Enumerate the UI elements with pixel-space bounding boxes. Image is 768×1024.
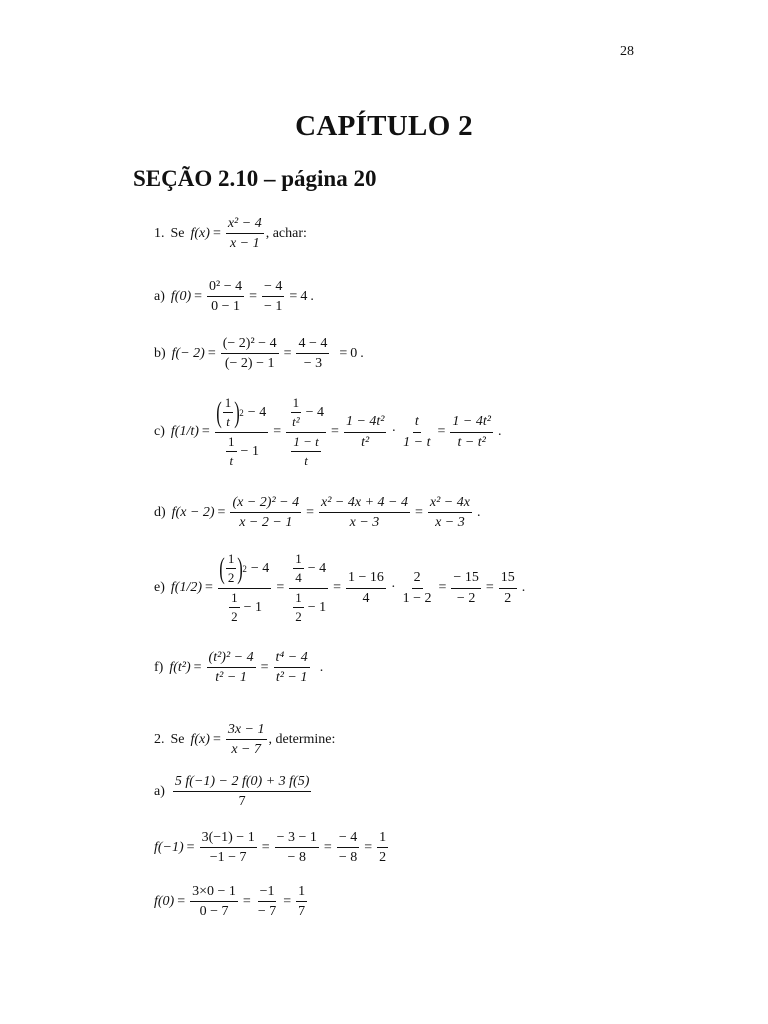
end-mark: . <box>521 580 526 596</box>
denominator: 2 <box>231 608 238 624</box>
calc-f-0: f(0) = $\frac{3\times 0 - 1}{0 - 7}$ = $\frac{-1}{- 7}$ = $\frac{1}{7}$ <box>154 884 306 920</box>
end-mark: . <box>497 424 502 440</box>
denominator: 7 <box>238 794 246 810</box>
fraction <box>275 830 319 866</box>
denominator: t − t² <box>457 434 486 450</box>
function-name: f(x) <box>190 731 210 747</box>
numerator: 0² − 4 <box>207 279 244 297</box>
lhs: f(1/2) <box>170 580 202 596</box>
term: − 4 <box>247 405 267 421</box>
denominator: x − 7 <box>231 742 262 758</box>
fraction <box>274 650 310 686</box>
denominator: − 8 <box>287 850 306 866</box>
denominator: t² − 1 <box>215 670 247 686</box>
numerator: x² − 4x <box>428 495 472 513</box>
fraction <box>401 414 432 450</box>
denominator: t² <box>292 414 300 430</box>
numerator: 1 <box>377 830 388 848</box>
denominator: 2 <box>504 590 512 606</box>
end-mark: . <box>319 659 324 675</box>
fraction <box>428 495 472 531</box>
denominator: 1 − 2 <box>402 590 432 606</box>
fraction <box>256 884 278 920</box>
fraction <box>499 570 517 606</box>
denominator: 4 <box>295 570 302 586</box>
chapter-title: CAPÍTULO 2 <box>295 110 473 142</box>
numerator: 1 <box>226 435 237 452</box>
intro-tail: , achar: <box>265 225 307 241</box>
numerator: 1 − 16 <box>346 570 386 588</box>
fraction <box>451 570 480 606</box>
fraction <box>200 830 257 866</box>
denominator: 2 <box>379 850 387 866</box>
item-1c: c) f(1/t) = ( $\frac{1}{t}$ ) 2 − 4 $\frac{1}{t}$ − 1 = $\frac{1}{\text{t²}}$ − 4 $\frac{1 - t}{t}$ = $\frac{\text{1 − 4t²}}{\text{t²}}$ · $\frac{t}{1 - t}$ = $\frac{\text{1 − 4t²}}{\text{t − t²}}$ . <box>154 395 502 468</box>
function-name: f(x) <box>190 225 210 241</box>
item-1e: e) f(1/2) = ( $\frac{1}{2}$ ) 2 − 4 $\frac{1}{2}$ − 1 = $\frac{1}{4}$ − 4 $\frac{1}{2}$ − 1 = $\frac{1 - 16}{4}$ · $\frac{2}{1 - 2}$ = $\frac{- 15}{- 2}$ = $\frac{15}{2}$ . <box>154 551 526 624</box>
denominator: − 3 <box>303 356 323 372</box>
numerator: t <box>413 414 421 432</box>
end-mark: . <box>476 504 481 520</box>
question-1-intro: 1. Se f(x) = $\frac{\text{x² − 4}}{x - 1}$ , achar: <box>154 216 307 252</box>
compound-fraction: ( $\frac{1}{t}$ ) 2 − 4 $\frac{1}{t}$ − 1 <box>216 395 267 468</box>
fraction <box>221 336 279 372</box>
numerator: 3(−1) − 1 <box>200 830 257 848</box>
fraction <box>173 774 311 810</box>
item-1b: b) f(− 2) = $\frac{\text{(− 2)² − 4}}{(- 2) - 1}$ = $\frac{4 - 4}{- 3}$ = 0 . <box>154 336 364 372</box>
denominator: t <box>304 452 308 468</box>
fraction <box>207 650 256 686</box>
definition-fraction <box>226 216 264 252</box>
intro-tail: , determine: <box>268 731 336 747</box>
numerator: 2 <box>412 570 423 588</box>
item-label: d) <box>154 504 166 520</box>
fraction <box>296 884 307 920</box>
item-2a <box>154 774 313 810</box>
denominator: x − 1 <box>229 236 260 252</box>
numerator: (− 2)² − 4 <box>221 336 279 354</box>
denominator: 4 <box>362 590 370 606</box>
numerator: 15 <box>499 570 517 588</box>
denominator: 2 <box>227 570 235 586</box>
item-label: f) <box>154 659 164 675</box>
fraction <box>296 336 329 372</box>
page-number: 28 <box>620 44 634 59</box>
numerator: 4 − 4 <box>296 336 329 354</box>
definition-fraction <box>226 722 267 758</box>
denominator: −1 − 7 <box>209 850 247 866</box>
item-label: a) <box>154 783 165 799</box>
numerator: 1 <box>296 884 307 902</box>
numerator: − 15 <box>451 570 480 588</box>
item-label: e) <box>154 580 165 596</box>
item-1a: a) f(0) = $\frac{\text{0² − 4}}{0 - 1}$ = $\frac{- 4}{- 1}$ = 4 . <box>154 279 314 315</box>
denominator: (− 2) − 1 <box>224 356 275 372</box>
denominator: 2 <box>295 608 302 624</box>
denominator: 7 <box>298 904 306 920</box>
question-number: 2. <box>154 731 165 747</box>
fraction <box>319 495 410 531</box>
denominator: 0 − 7 <box>199 904 229 920</box>
denominator: 0 − 1 <box>211 299 241 315</box>
fraction <box>262 279 284 315</box>
result: 4 <box>300 288 308 304</box>
item-1d: d) f(x − 2) = $\frac{\text{(x − 2)² − 4}}{x - 2 - 1}$ = $\frac{\text{x² − 4x + 4 − 4}}{x - 3}$ = $\frac{\text{x² − 4x}}{x - 3}$ . <box>154 495 481 531</box>
lhs: f(−1) <box>154 839 184 855</box>
denominator: − 1 <box>264 299 283 315</box>
denominator: 1 − t <box>403 434 431 450</box>
fraction <box>377 830 388 866</box>
denominator: x − 2 − 1 <box>239 515 293 531</box>
fraction <box>344 414 387 450</box>
numerator: 1 − 4t² <box>450 414 493 432</box>
end-mark: . <box>360 345 364 361</box>
fraction <box>450 414 493 450</box>
section-title: SEÇÃO 2.10 – página 20 <box>133 166 377 191</box>
calc-f-minus-1: f(−1) = $\frac{3(-1) - 1}{-1 - 7}$ = $\frac{- 3 - 1}{- 8}$ = $\frac{- 4}{- 8}$ = $\frac{1}{2}$ <box>154 830 387 866</box>
denominator: t² <box>361 434 370 450</box>
fraction <box>230 495 301 531</box>
question-number: 1. <box>154 225 165 241</box>
numerator: − 4 <box>262 279 284 297</box>
numerator: x² − 4x + 4 − 4 <box>319 495 410 513</box>
lhs: f(− 2) <box>171 345 205 361</box>
end-mark: . <box>310 288 314 304</box>
intro-text: Se <box>170 225 185 241</box>
denominator: − 2 <box>456 590 476 606</box>
denominator: − 8 <box>338 850 358 866</box>
lhs: f(0) <box>170 288 192 304</box>
denominator: x − 3 <box>435 515 465 531</box>
numerator: (t²)² − 4 <box>207 650 256 668</box>
term: − 1 <box>243 599 263 615</box>
numerator: t⁴ − 4 <box>274 650 310 668</box>
fraction <box>346 570 386 606</box>
numerator: 1 <box>229 591 240 608</box>
result: 0 <box>350 345 358 361</box>
numerator: − 4 <box>337 830 359 848</box>
numerator: x² − 4 <box>226 216 264 234</box>
lhs: f(x − 2) <box>171 504 215 520</box>
numerator: 1 <box>293 591 304 608</box>
numerator: 1 − 4t² <box>344 414 387 432</box>
numerator: 5 f(−1) − 2 f(0) + 3 f(5) <box>173 774 311 792</box>
denominator: t <box>226 414 230 430</box>
fraction <box>337 830 359 866</box>
lhs: f(t²) <box>169 659 191 675</box>
numerator: (x − 2)² − 4 <box>230 495 301 513</box>
denominator: − 7 <box>257 904 277 920</box>
question-2-intro: 2. Se f(x) = $\frac{3x - 1}{x - 7}$ , determine: <box>154 722 336 758</box>
term: − 1 <box>240 443 259 459</box>
numerator: 1 <box>223 396 234 413</box>
numerator: 3×0 − 1 <box>190 884 238 902</box>
compound-fraction: ( $\frac{1}{2}$ ) 2 − 4 $\frac{1}{2}$ − 1 <box>219 551 270 624</box>
denominator: t <box>229 452 234 468</box>
item-label: b) <box>154 345 166 361</box>
fraction <box>190 884 238 920</box>
numerator: −1 <box>258 884 277 902</box>
term: − 4 <box>250 561 270 577</box>
intro-text: Se <box>170 731 185 747</box>
numerator: 3x − 1 <box>226 722 267 740</box>
denominator: x − 3 <box>349 515 380 531</box>
lhs: f(0) <box>154 893 175 909</box>
item-1f: f) f(t²) = $\frac{\text{(t²)² − 4}}{\text{t² − 1}}$ = $\frac{\text{t⁴ − 4}}{\text{t² − 1}}$ . <box>154 650 324 686</box>
numerator: 1 <box>226 552 237 569</box>
numerator: 1 <box>291 396 302 413</box>
compound-fraction: $\frac{1}{4}$ − 4 $\frac{1}{2}$ − 1 <box>289 552 328 624</box>
item-label: c) <box>154 424 165 440</box>
compound-fraction: $\frac{1}{\text{t²}}$ − 4 $\frac{1 - t}{t}$ <box>286 396 326 468</box>
numerator: 1 − t <box>291 435 320 452</box>
denominator: t² − 1 <box>275 670 308 686</box>
numerator: − 3 − 1 <box>275 830 319 848</box>
numerator: 1 <box>293 552 304 569</box>
lhs: f(1/t) <box>170 424 199 440</box>
fraction <box>207 279 244 315</box>
item-label: a) <box>154 288 165 304</box>
fraction <box>401 570 434 606</box>
